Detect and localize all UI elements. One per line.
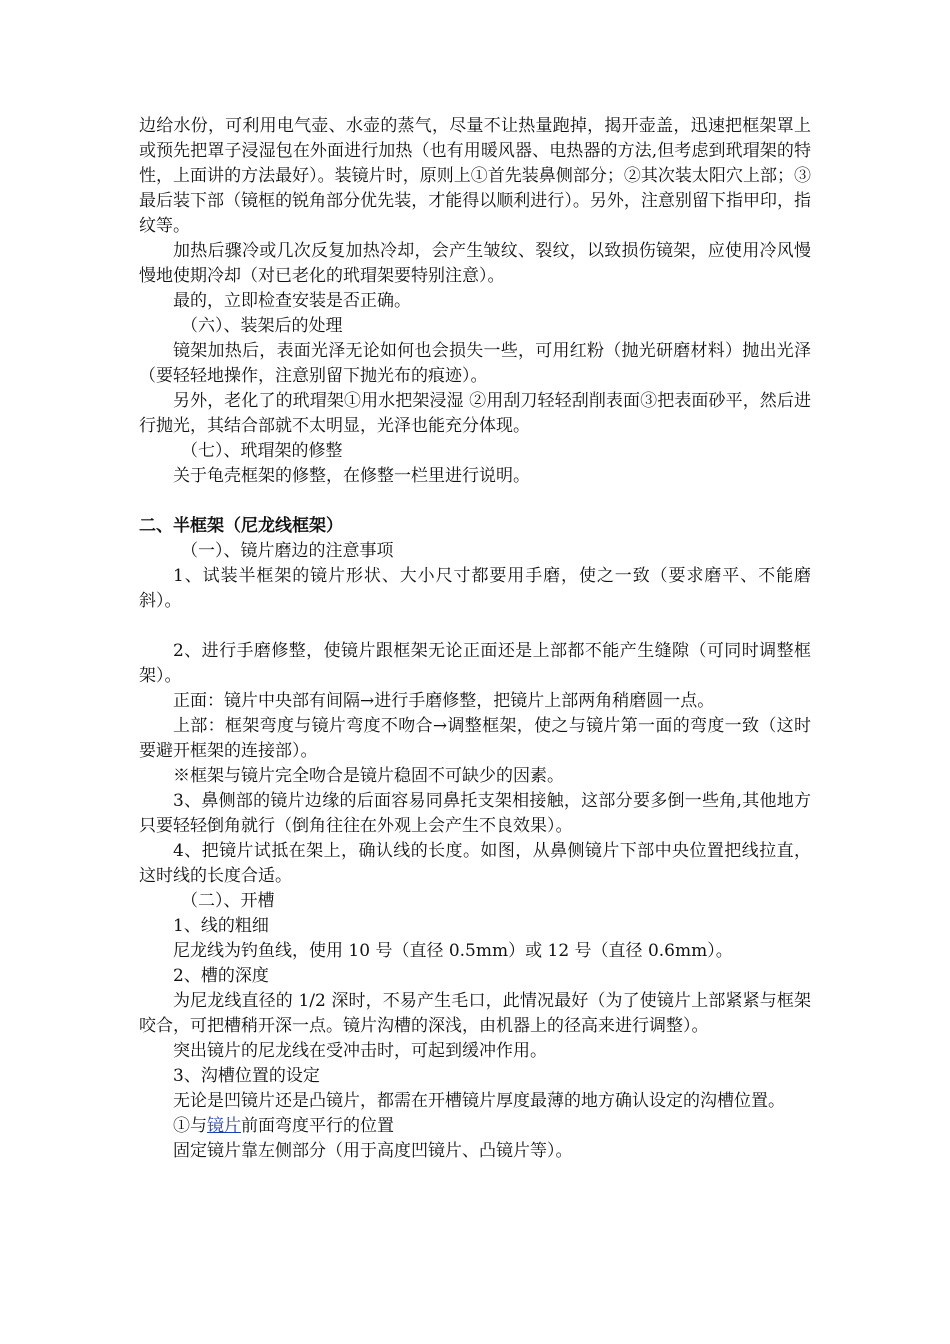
subsection-heading: （一）、镜片磨边的注意事项 [181,541,394,561]
paragraph: 3、沟槽位置的设定 [173,1066,320,1086]
subsection-heading: （二）、开槽 [181,891,275,911]
paragraph: 正面：镜片中央部有间隔→进行手磨修整，把镜片上部两角稍磨圆一点。 [173,691,715,711]
paragraph: 镜架加热后，表面光泽无论如何也会损失一些，可用红粉（抛光研磨材料）抛出光泽（要轻轻地操作，注意别留下抛光布的痕迹）。 [139,341,811,386]
paragraph: 为尼龙线直径的 1/2 深时，不易产生毛口，此情况最好（为了使镜片上部紧紧与框架咬合，可把槽稍开深一点。镜片沟槽的深浅，由机器上的径高来进行调整）。 [139,991,811,1036]
paragraph: 4、把镜片试抵在架上，确认线的长度。如图，从鼻侧镜片下部中央位置把线拉直，这时线的长度合适。 [139,841,811,886]
paragraph: 2、进行手磨修整，使镜片跟框架无论正面还是上部都不能产生缝隙（可同时调整框架）。 [139,641,811,686]
paragraph: 2、槽的深度 [173,966,269,986]
paragraph: 1、试装半框架的镜片形状、大小尺寸都要用手磨，使之一致（要求磨平、不能磨斜）。 [139,566,811,611]
subsection-heading: （七）、玳瑁架的修整 [181,441,343,461]
paragraph: 1、线的粗细 [173,916,269,936]
link-suffix-text: 前面弯度平行的位置 [241,1116,394,1136]
paragraph: 尼龙线为钓鱼线，使用 10 号（直径 0.5mm）或 12 号（直径 0.6mm）。 [173,941,733,961]
paragraph: 另外，老化了的玳瑁架①用水把架浸湿 ②用刮刀轻轻刮削表面③把表面砂平，然后进行抛光，其结合部就不太明显，光泽也能充分体现。 [139,391,811,436]
blank-line [139,614,811,639]
paragraph: 上部：框架弯度与镜片弯度不吻合→调整框架，使之与镜片第一面的弯度一致（这时要避开框架的连接部）。 [139,716,811,761]
paragraph: 无论是凹镜片还是凸镜片，都需在开槽镜片厚度最薄的地方确认设定的沟槽位置。 [173,1091,785,1111]
paragraph: 加热后骤冷或几次反复加热冷却，会产生皱纹、裂纹，以致损伤镜架，应使用冷风慢慢地使期冷却（对已老化的玳瑁架要特别注意）。 [139,241,811,286]
paragraph: 突出镜片的尼龙线在受冲击时，可起到缓冲作用。 [173,1041,547,1061]
lens-link[interactable]: 镜片 [207,1116,241,1136]
paragraph: 固定镜片靠左侧部分（用于高度凹镜片、凸镜片等）。 [173,1141,573,1161]
subsection-heading: （六）、装架后的处理 [181,316,343,336]
paragraph: 边给水份，可利用电气壶、水壶的蒸气，尽量不让热量跑掉，揭开壶盖，迅速把框架罩上或预先把罩子浸湿包在外面进行加热（也有用暖风器、电热器的方法,但考虑到玳瑁架的特性，上面讲的方法最好）。装镜片时，原则上①首先装鼻侧部分；②其次装太阳穴上部；③最后装下部（镜框的锐角部分优先装，才能得以顺利进行）。另外，注意别留下指甲印，指纹等。 [139,116,811,236]
blank-line [139,489,811,514]
paragraph: 关于龟壳框架的修整，在修整一栏里进行说明。 [173,466,530,486]
paragraph: 3、鼻侧部的镜片边缘的后面容易同鼻托支架相接触，这部分要多倒一些角,其他地方只要轻轻倒角就行（倒角往往在外观上会产生不良效果）。 [139,791,811,836]
section-heading: 二、半框架（尼龙线框架） [139,516,343,536]
paragraph: 最的，立即检查安装是否正确。 [173,291,411,311]
document-body [139,114,811,1164]
paragraph-with-link [139,1114,811,1139]
paragraph: ※框架与镜片完全吻合是镜片稳固不可缺少的因素。 [173,766,564,786]
link-prefix-text: ①与 [173,1116,207,1136]
